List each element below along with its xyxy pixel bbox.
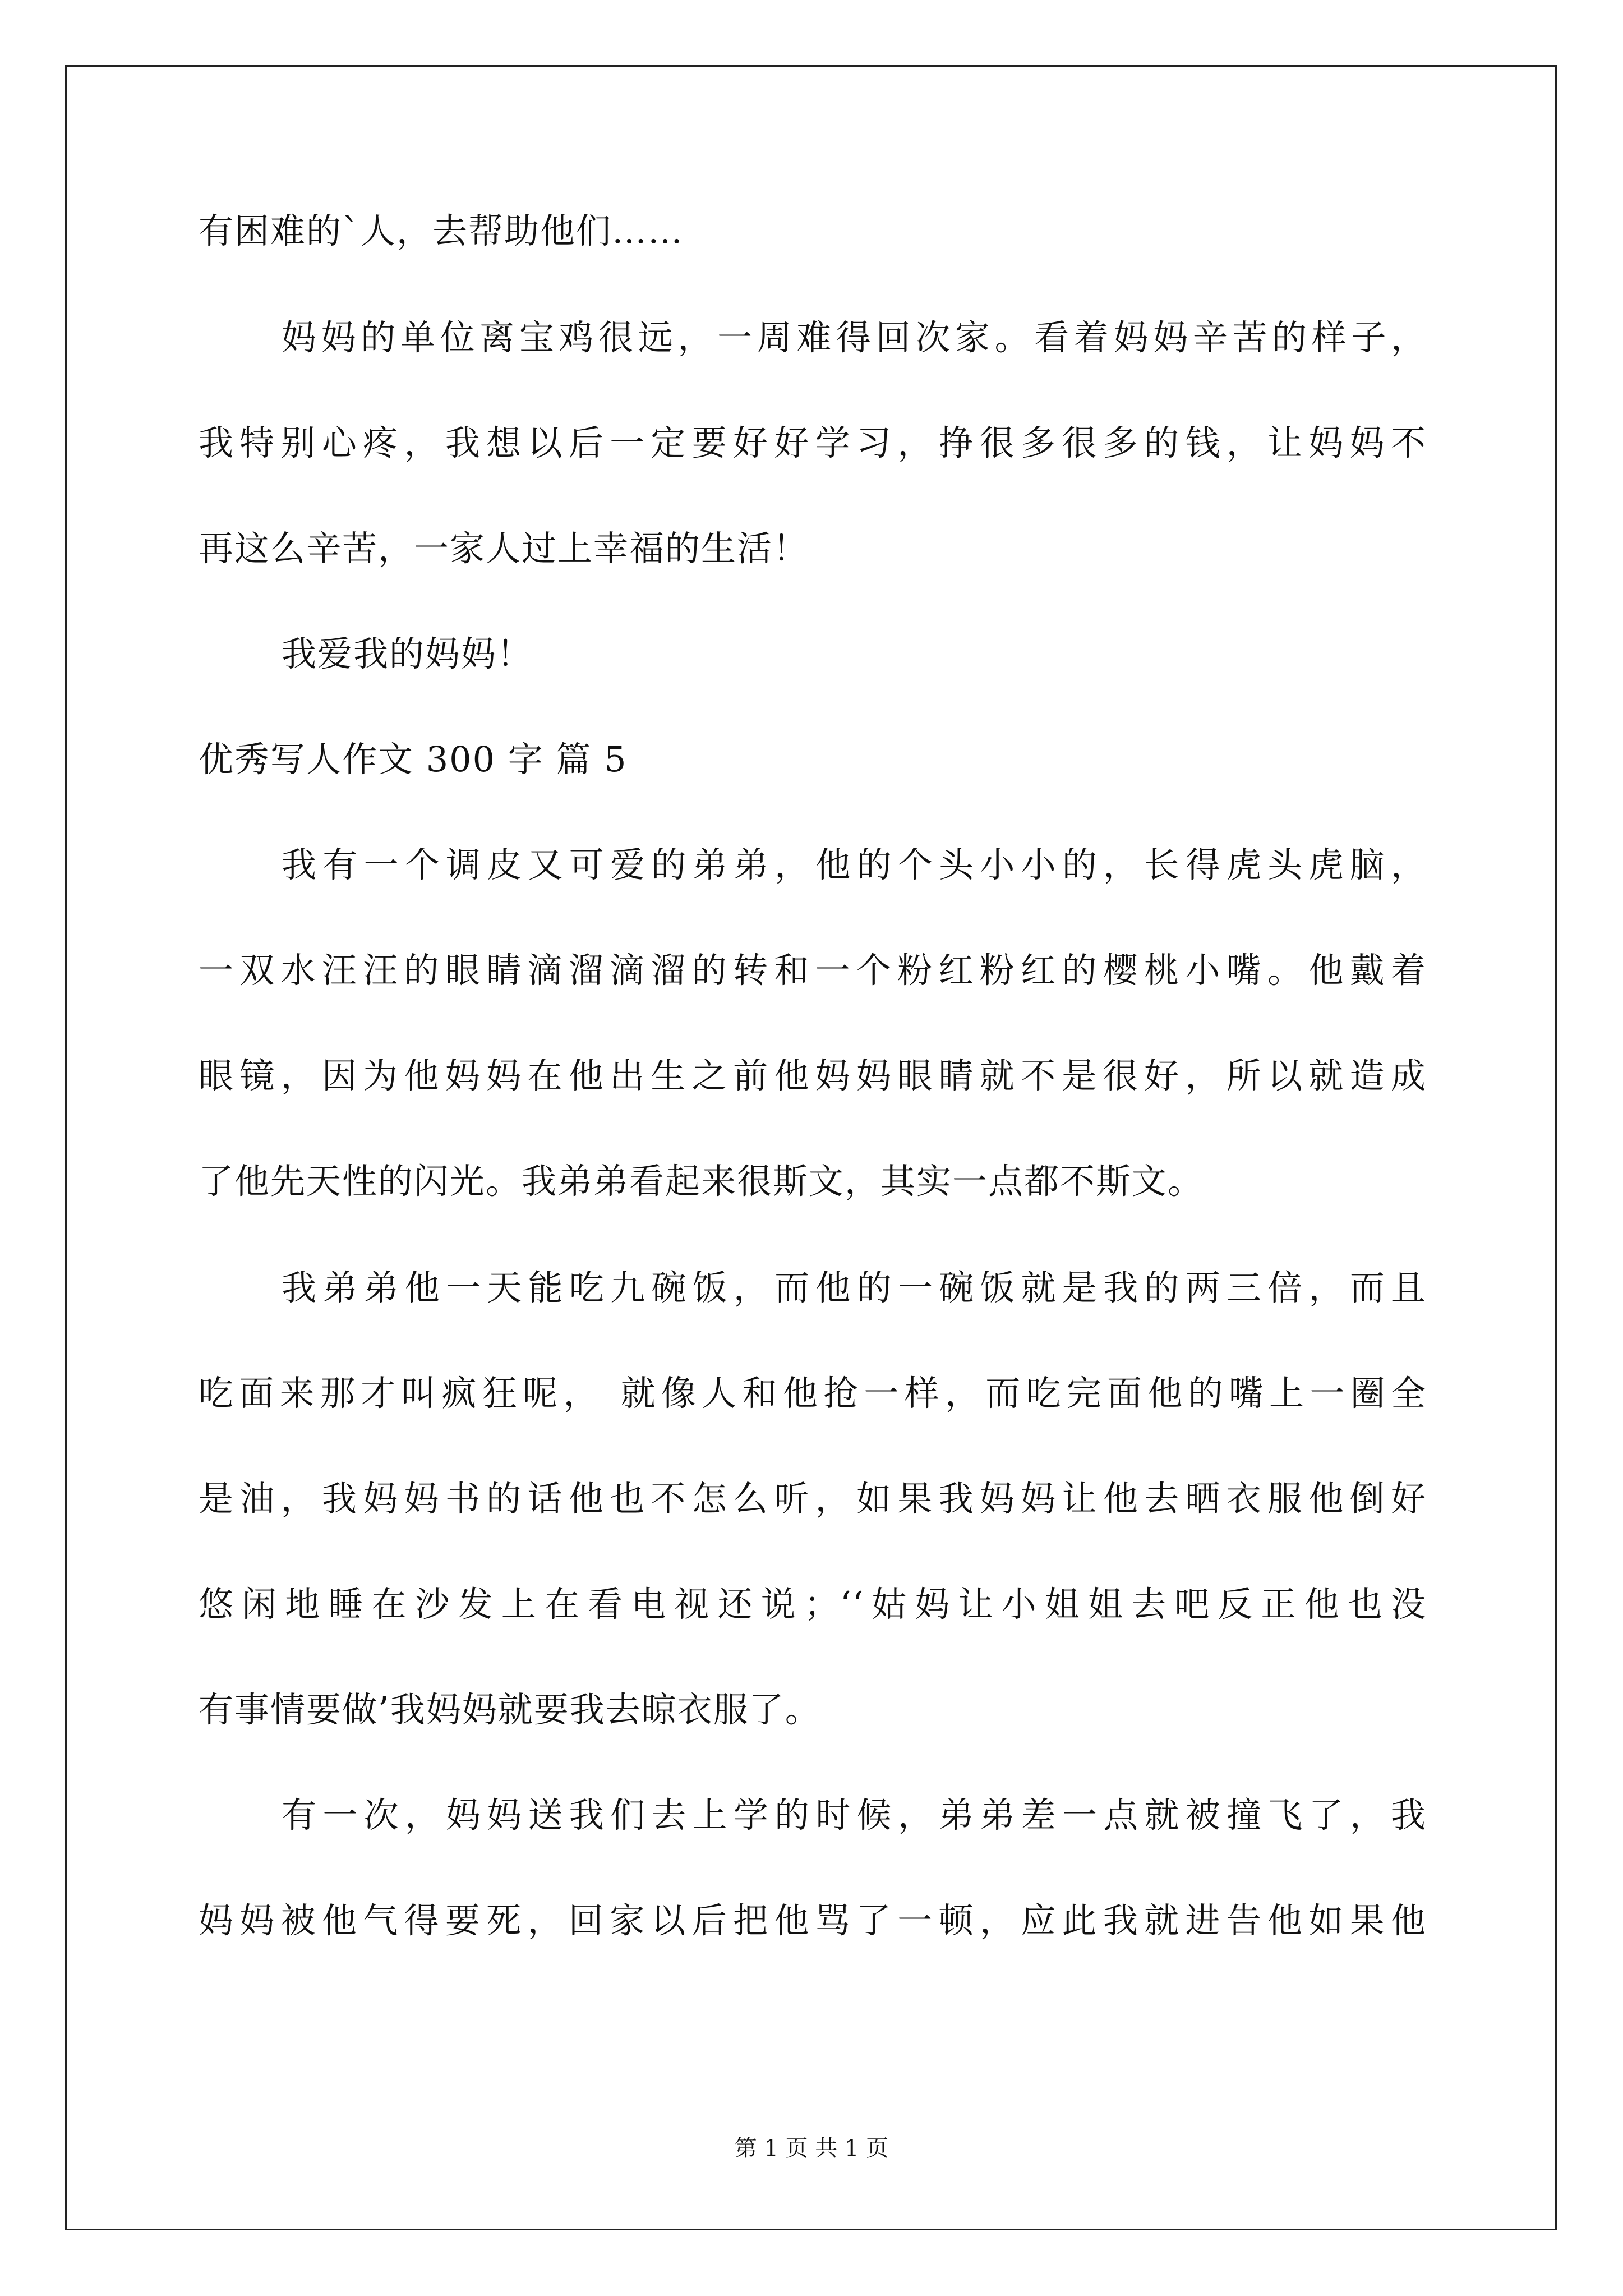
- paragraph-line: 有一次，妈妈送我们去上学的时候，弟弟差一点就被撞飞了，我: [282, 1795, 1427, 1835]
- text-line: 是油，我妈妈书的话他也不怎么听，如果我妈妈让他去晒衣服他倒好: [199, 1478, 1427, 1519]
- text-line: 吃面来那才叫疯狂呢， 就像人和他抢一样，而吃完面他的嘴上一圈全: [199, 1373, 1427, 1414]
- text-line: 一双水汪汪的眼睛滴溜滴溜的转和一个粉红粉红的樱桃小嘴。他戴着: [199, 950, 1427, 991]
- text-line: 妈妈被他气得要死，回家以后把他骂了一顿，应此我就进告他如果他: [199, 1900, 1427, 1941]
- text-line: 我特别心疼，我想以后一定要好好学习，挣很多很多的钱，让妈妈不: [199, 422, 1427, 463]
- text-line: 再这么辛苦，一家人过上幸福的生活！: [199, 528, 809, 569]
- text-line: 有事情要做’我妈妈就要我去晾衣服了。: [199, 1689, 821, 1730]
- paragraph-line: 我爱我的妈妈！: [282, 633, 533, 674]
- text-line: 有困难的`人，去帮助他们……: [199, 210, 684, 251]
- paragraph-line: 妈妈的单位离宝鸡很远，一周难得回次家。看着妈妈辛苦的样子，: [282, 317, 1427, 358]
- text-line: 悠闲地睡在沙发上在看电视还说；‘‘姑妈让小姐姐去吧反正他也没: [199, 1584, 1427, 1625]
- page-footer: 第 1 页 共 1 页: [734, 2136, 889, 2161]
- paragraph-line: 我弟弟他一天能吃九碗饭，而他的一碗饭就是我的两三倍，而且: [282, 1267, 1427, 1308]
- section-heading: 优秀写人作文 300 字 篇 5: [199, 739, 628, 780]
- text-line: 眼镜，因为他妈妈在他出生之前他妈妈眼睛就不是很好，所以就造成: [199, 1055, 1427, 1096]
- text-line: 了他先天性的闪光。我弟弟看起来很斯文，其实一点都不斯文。: [199, 1161, 1204, 1202]
- paragraph-line: 我有一个调皮又可爱的弟弟，他的个头小小的，长得虎头虎脑，: [282, 844, 1427, 885]
